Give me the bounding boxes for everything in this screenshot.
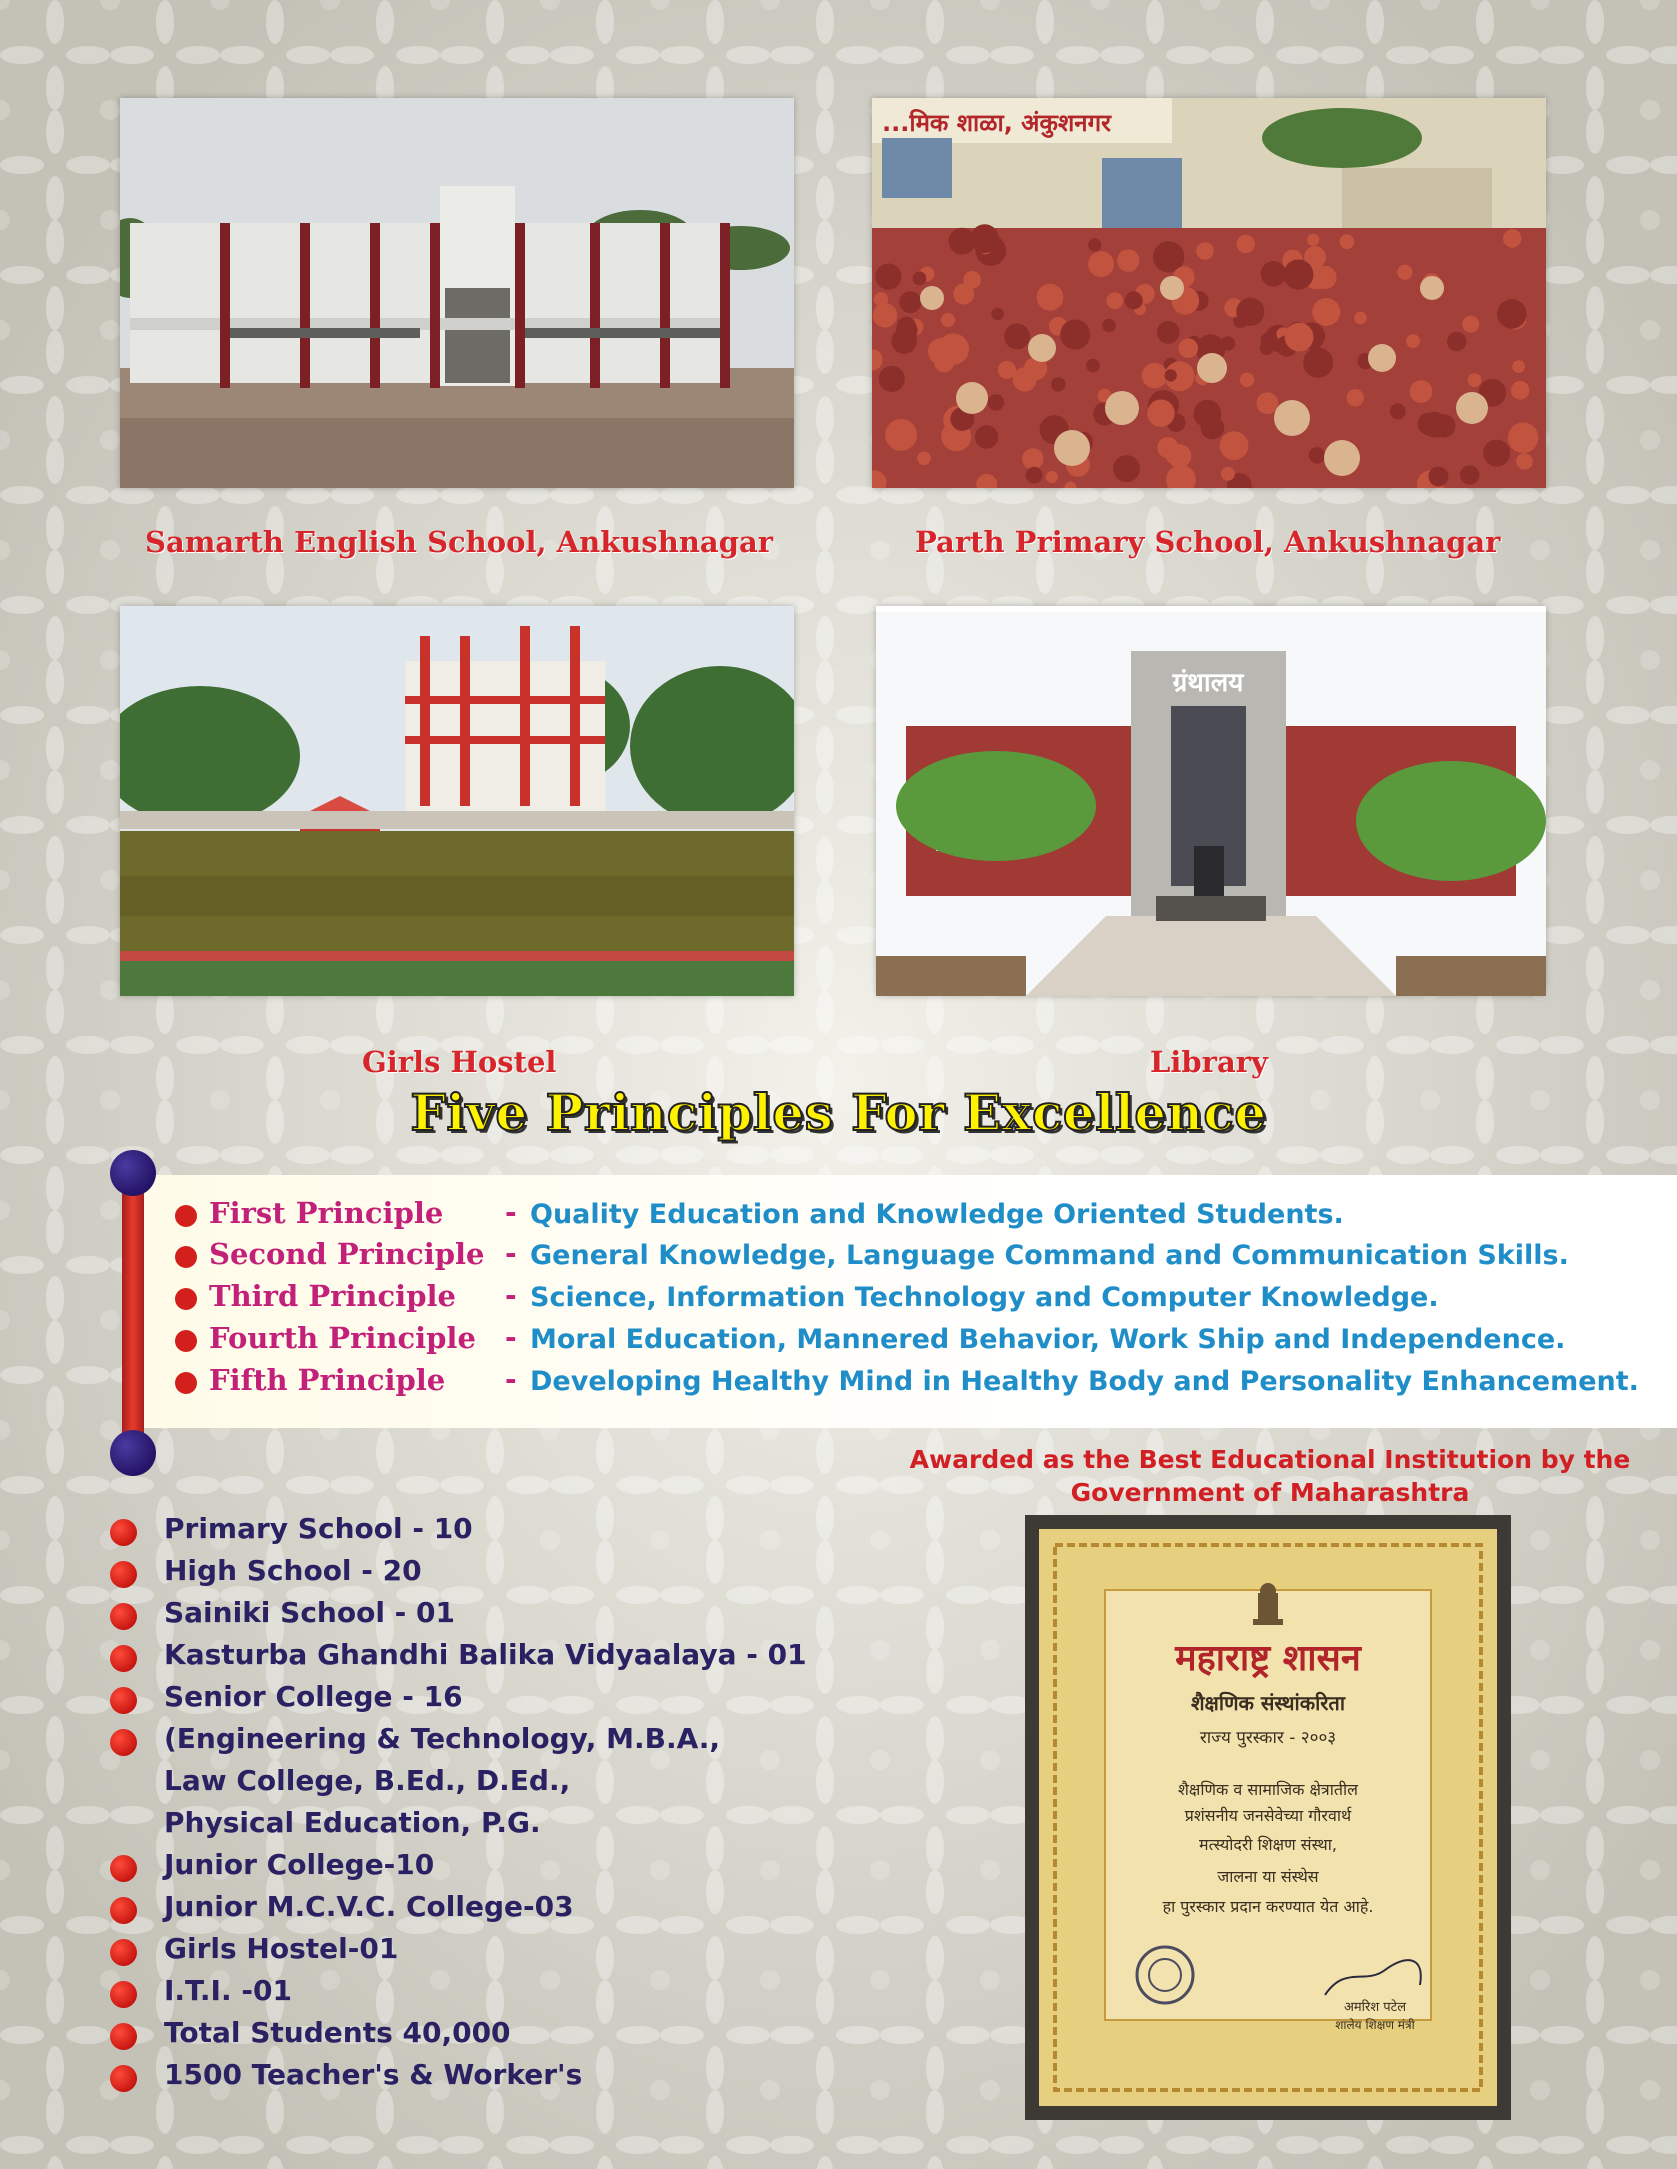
certificate-body5: हा पुरस्कार प्रदान करण्यात येत आहे. bbox=[1162, 1897, 1374, 1916]
principle-name: Third Principle bbox=[209, 1279, 456, 1313]
crowd-figure bbox=[1447, 332, 1467, 352]
bullet-icon bbox=[175, 1246, 197, 1268]
bullet-icon bbox=[110, 1939, 137, 1966]
principle-dash: - bbox=[505, 1321, 517, 1354]
crowd-figure bbox=[897, 317, 916, 336]
principle-name: Fourth Principle bbox=[209, 1321, 476, 1355]
crowd-figure bbox=[1428, 467, 1448, 487]
crowd-figure bbox=[1503, 229, 1521, 247]
crowd-figure bbox=[1512, 360, 1525, 373]
crowd-figure bbox=[1497, 299, 1527, 329]
stat-text: I.T.I. -01 bbox=[164, 1974, 292, 2007]
crowd-figure bbox=[1125, 291, 1143, 309]
crowd-figure bbox=[1462, 316, 1479, 333]
crowd-figure bbox=[1022, 448, 1043, 469]
stat-text: Physical Education, P.G. bbox=[164, 1806, 541, 1839]
crowd-figure bbox=[1340, 234, 1355, 249]
crowd-figure bbox=[1237, 235, 1255, 253]
award-line-1: Awarded as the Best Educational Institution by the bbox=[909, 1445, 1631, 1474]
certificate-signatory: अमरिश पटेल bbox=[1343, 2000, 1407, 2015]
crowd-figure bbox=[1285, 323, 1314, 352]
crowd-figure bbox=[875, 264, 901, 290]
principle-desc: Science, Information Technology and Computer Knowledge. bbox=[530, 1282, 1439, 1313]
award-title bbox=[900, 1443, 1640, 1509]
bullet-icon bbox=[110, 1687, 137, 1714]
bullet-icon bbox=[110, 1603, 137, 1630]
crowd-figure bbox=[1088, 238, 1101, 251]
crowd-figure bbox=[1147, 400, 1174, 427]
crowd-figure bbox=[1511, 381, 1530, 400]
crowd-figure bbox=[1460, 465, 1480, 485]
library-sign-text: ग्रंथालय bbox=[1172, 668, 1244, 698]
certificate-body1: शैक्षणिक व सामाजिक क्षेत्रातील bbox=[1177, 1780, 1359, 1799]
crowd-figure bbox=[963, 271, 981, 289]
crowd-figure bbox=[1037, 284, 1064, 311]
crowd-figure bbox=[1508, 422, 1539, 453]
scroll-knob-top bbox=[110, 1150, 156, 1196]
crowd-figure bbox=[1260, 341, 1274, 355]
principle-name: First Principle bbox=[209, 1196, 444, 1230]
scroll-knob-bottom bbox=[110, 1430, 156, 1476]
crowd-figure bbox=[1157, 321, 1180, 344]
crowd-figure bbox=[1422, 412, 1448, 438]
crowd-figure bbox=[1261, 261, 1287, 287]
bullet-icon bbox=[110, 2065, 137, 2092]
bullet-icon bbox=[175, 1205, 197, 1227]
crowd-figure bbox=[1113, 455, 1140, 482]
certificate-body4: जालना या संस्थेस bbox=[1217, 1867, 1319, 1886]
stat-text: Junior M.C.V.C. College-03 bbox=[164, 1890, 574, 1923]
stat-text: Girls Hostel-01 bbox=[164, 1932, 399, 1965]
crowd-figure bbox=[899, 291, 921, 313]
parth-caption: Parth Primary School, Ankushnagar bbox=[915, 525, 1501, 559]
bullet-icon bbox=[110, 1519, 137, 1546]
principle-desc: General Knowledge, Language Command and Communication Skills. bbox=[530, 1240, 1569, 1271]
crowd-figure bbox=[1406, 334, 1420, 348]
bullet-icon bbox=[175, 1372, 197, 1394]
certificate-body2: प्रशंसनीय जनसेवेच्या गौरवार्थ bbox=[1184, 1806, 1352, 1825]
stat-text: High School - 20 bbox=[164, 1554, 422, 1587]
samarth-caption: Samarth English School, Ankushnagar bbox=[145, 525, 774, 559]
principle-name: Fifth Principle bbox=[209, 1363, 446, 1397]
award-certificate bbox=[1025, 1515, 1511, 2120]
crowd-figure bbox=[1390, 403, 1406, 419]
stat-text: Total Students 40,000 bbox=[164, 2016, 511, 2049]
crowd-figure bbox=[1303, 348, 1333, 378]
certificate-signatory-title: शालेय शिक्षण मंत्री bbox=[1335, 2018, 1415, 2032]
crowd-figure bbox=[991, 308, 1004, 321]
crowd-figure bbox=[928, 338, 955, 365]
bullet-icon bbox=[110, 2023, 137, 2050]
stat-text: 1500 Teacher's & Worker's bbox=[164, 2058, 583, 2091]
principle-dash: - bbox=[505, 1196, 517, 1229]
crowd-figure bbox=[1142, 363, 1167, 388]
crowd-figure bbox=[1410, 380, 1433, 403]
crowd-figure bbox=[1060, 320, 1090, 350]
stat-text: Law College, B.Ed., D.Ed., bbox=[164, 1764, 571, 1797]
bullet-icon bbox=[110, 1561, 137, 1588]
principle-dash: - bbox=[505, 1237, 517, 1270]
crowd-figure bbox=[1283, 260, 1313, 290]
crowd-figure bbox=[988, 394, 1005, 411]
stat-text: Senior College - 16 bbox=[164, 1680, 463, 1713]
bullet-icon bbox=[175, 1288, 197, 1310]
crowd-figure bbox=[885, 419, 917, 451]
library-caption: Library bbox=[1150, 1045, 1268, 1079]
stat-text: Primary School - 10 bbox=[164, 1512, 473, 1545]
crowd-figure bbox=[1309, 447, 1326, 464]
crowd-figure bbox=[1088, 251, 1114, 277]
samarth-school-photo bbox=[120, 98, 794, 488]
stat-text: Junior College-10 bbox=[164, 1848, 435, 1881]
library-photo bbox=[876, 606, 1546, 996]
certificate-sub2: राज्य पुरस्कार - २००३ bbox=[1199, 1728, 1337, 1748]
crowd-figure bbox=[1026, 467, 1043, 484]
crowd-figure bbox=[1236, 298, 1264, 326]
girls-hostel-caption: Girls Hostel bbox=[362, 1045, 557, 1079]
crowd-figure bbox=[879, 366, 905, 392]
crowd-figure bbox=[1165, 444, 1186, 465]
crowd-figure bbox=[1117, 249, 1139, 271]
crowd-figure bbox=[941, 313, 955, 327]
crowd-figure bbox=[1196, 242, 1214, 260]
stat-text: Kasturba Ghandhi Balika Vidyaalaya - 01 bbox=[164, 1638, 807, 1671]
bullet-icon bbox=[110, 1729, 137, 1756]
crowd-figure bbox=[1256, 392, 1278, 414]
award-line-2: Government of Maharashtra bbox=[1070, 1478, 1470, 1507]
crowd-figure bbox=[1397, 265, 1412, 280]
crowd-figure bbox=[873, 303, 897, 327]
crowd-figure bbox=[1220, 431, 1249, 460]
crowd-figure bbox=[1201, 416, 1225, 440]
crowd-figure bbox=[1106, 292, 1123, 309]
principle-name: Second Principle bbox=[209, 1237, 485, 1271]
crowd-figure bbox=[874, 292, 888, 306]
crowd-figure bbox=[1483, 440, 1510, 467]
crowd-figure bbox=[1347, 389, 1364, 406]
crowd-figure bbox=[1051, 377, 1066, 392]
crowd-figure bbox=[1013, 367, 1037, 391]
crowd-figure bbox=[917, 452, 931, 466]
principles-heading: Five Principles For Excellence bbox=[410, 1083, 1267, 1142]
certificate-header: महाराष्ट्र शासन bbox=[1175, 1638, 1361, 1679]
scroll-rod bbox=[122, 1165, 144, 1447]
bullet-icon bbox=[110, 1981, 137, 2008]
parth-school-photo bbox=[872, 98, 1546, 488]
crowd-figure bbox=[913, 272, 927, 286]
bullet-icon bbox=[110, 1855, 137, 1882]
bullet-icon bbox=[110, 1897, 137, 1924]
crowd-figure bbox=[1179, 338, 1199, 358]
certificate-body3: मत्स्योदरी शिक्षण संस्था, bbox=[1199, 1835, 1337, 1854]
crowd-figure bbox=[949, 228, 976, 255]
crowd-figure bbox=[1354, 312, 1367, 325]
crowd-figure bbox=[1240, 373, 1254, 387]
principle-desc: Moral Education, Mannered Behavior, Work Ship and Independence. bbox=[530, 1324, 1566, 1355]
crowd-figure bbox=[1046, 471, 1058, 483]
stat-text: (Engineering & Technology, M.B.A., bbox=[164, 1722, 721, 1755]
crowd-figure bbox=[1004, 324, 1030, 350]
crowd-figure bbox=[1086, 359, 1100, 373]
principle-desc: Quality Education and Knowledge Oriented Students. bbox=[530, 1199, 1344, 1230]
principle-desc: Developing Healthy Mind in Healthy Body and Personality Enhancement. bbox=[530, 1366, 1639, 1397]
parth-sign-text: ...मिक शाळा, अंकुशनगर bbox=[882, 109, 1111, 137]
bullet-icon bbox=[110, 1645, 137, 1672]
girls-hostel-photo bbox=[120, 606, 794, 996]
principle-dash: - bbox=[505, 1363, 517, 1396]
crowd-figure bbox=[1516, 453, 1533, 470]
principle-dash: - bbox=[505, 1279, 517, 1312]
crowd-figure bbox=[1221, 467, 1235, 481]
crowd-figure bbox=[1102, 319, 1116, 333]
crowd-figure bbox=[1307, 234, 1319, 246]
bullet-icon bbox=[175, 1330, 197, 1352]
certificate-sub1: शैक्षणिक संस्थांकरिता bbox=[1190, 1691, 1346, 1715]
crowd-figure bbox=[975, 425, 998, 448]
crowd-figure bbox=[1165, 369, 1177, 381]
stat-text: Sainiki School - 01 bbox=[164, 1596, 456, 1629]
crowd-figure bbox=[1468, 373, 1482, 387]
crowd-figure bbox=[1312, 298, 1340, 326]
